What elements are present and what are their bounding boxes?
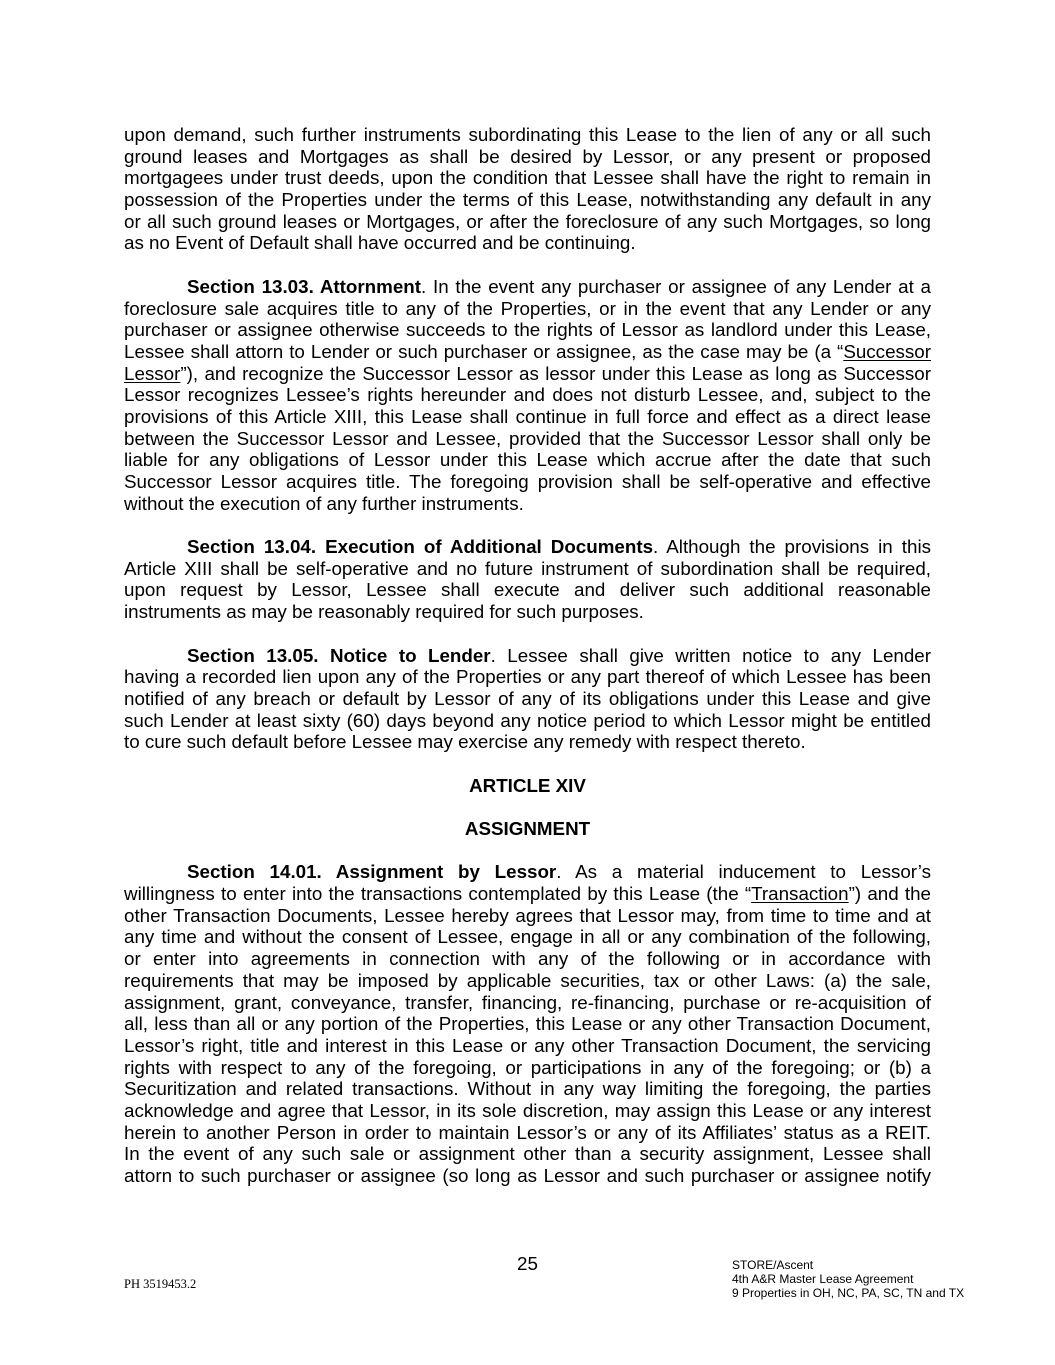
text-run: ”) and the [848, 883, 932, 905]
text-line [124, 1013, 931, 1035]
section-title: Section 14.01. Assignment by Lessor [187, 861, 557, 883]
text-line [124, 992, 931, 1014]
text-run: between the Successor Lessor and Lessee, provided that the Successor Lessor shall only be [124, 427, 931, 449]
text-run: liable for any obligations of Lessor under this Lease which accrue after the date that such [124, 449, 931, 471]
article-heading: ASSIGNMENT [464, 818, 591, 839]
text-line [124, 493, 931, 515]
text-run: other Transaction Documents, Lessee hereby agrees that Lessor may, from time to time and at [124, 904, 931, 926]
section-title: Section 13.04. Execution of Additional Documents [187, 536, 654, 558]
text-line [124, 428, 931, 450]
text-line [124, 601, 931, 623]
footer-info [732, 1258, 964, 1300]
text-run: all, less than all or any portion of the Properties, this Lease or any other Transaction Document, [124, 1013, 931, 1035]
text-line [124, 1100, 931, 1122]
defined-term: Lessor [124, 362, 181, 384]
text-run: any time and without the consent of Lessee, engage in all or any combination of the following, [124, 926, 931, 948]
text-line [124, 1143, 931, 1165]
text-line [124, 298, 931, 320]
text-line [124, 341, 931, 363]
text-line [124, 579, 931, 601]
text-run: without the execution of any further instruments. [124, 492, 524, 514]
footer-line: STORE/Ascent [732, 1258, 814, 1272]
text-run: upon request by Lessor, Lessee shall execute and deliver such additional reasonable [124, 579, 931, 601]
text-line [124, 146, 931, 168]
text-line [124, 1078, 931, 1100]
text-line [124, 276, 931, 298]
text-line [124, 731, 931, 753]
text-run: foreclosure sale acquires title to any of the Properties, or in the event that any Lender or any [124, 297, 931, 319]
defined-term: Transaction [751, 883, 849, 905]
text-run: assignment, grant, conveyance, transfer, financing, re-financing, purchase or re-acquisition of [124, 991, 931, 1013]
text-run: mortgagees under trust deeds, upon the condition that Lessee shall have the right to remain in [124, 167, 931, 189]
text-run: requirements that may be imposed by applicable securities, tax or other Laws: (a) the sale, [124, 969, 931, 991]
section-title: Section 13.03. Attornment [187, 275, 422, 297]
text-line [124, 905, 931, 927]
text-line [124, 710, 931, 732]
document-id: PH 3519453.2 [124, 1277, 197, 1291]
text-run: acknowledge and agree that Lessor, in its sole discretion, may assign this Lease or any interest [124, 1099, 931, 1121]
body-paragraph [124, 861, 931, 1186]
text-run: notified of any breach or default by Lessor of any of its obligations under this Lease and give [124, 687, 931, 709]
defined-term: Successor [843, 340, 931, 362]
text-line [124, 211, 931, 233]
text-line [124, 319, 931, 341]
text-run: purchaser or assignee otherwise succeeds to the rights of Lessor as landlord under this Lease, [124, 319, 931, 341]
text-run: Securitization and related transactions. Without in any way limiting the foregoing, the parties [124, 1078, 931, 1100]
text-run: rights with respect to any of the foregoing, or participations in any of the foregoing; or (b) a [124, 1056, 931, 1078]
text-line [124, 970, 931, 992]
text-line [124, 471, 931, 493]
text-line [124, 666, 931, 688]
text-run: Article XIII shall be self-operative and no future instrument of subordination shall be required, [124, 557, 931, 579]
text-run: . Lessee shall give written notice to any Lender [490, 644, 931, 666]
text-run: having a recorded lien upon any of the Properties or any part thereof of which Lessee has been [124, 666, 931, 688]
body-paragraph [124, 124, 931, 254]
text-line [124, 1122, 931, 1144]
text-run: as no Event of Default shall have occurred and be continuing. [124, 232, 636, 254]
page-number: 25 [517, 1253, 538, 1274]
text-run: Lessor recognizes Lessee’s rights hereunder and does not disturb Lessee, and, subject to the [124, 384, 931, 406]
text-run: . As a material inducement to Lessor’s [556, 861, 931, 883]
text-run: . Although the provisions in this [653, 536, 932, 558]
text-run: upon demand, such further instruments subordinating this Lease to the lien of any or all such [124, 124, 931, 145]
body-paragraph [124, 536, 931, 623]
text-line [124, 384, 931, 406]
text-run: In the event of any such sale or assignment other than a security assignment, Lessee shall [124, 1143, 931, 1165]
text-run: willingness to enter into the transactions contemplated by this Lease (the “ [124, 883, 752, 905]
text-run: or enter into agreements in connection with any of the following or in accordance with [124, 948, 931, 970]
body-paragraph [124, 645, 931, 753]
text-line [124, 688, 931, 710]
article-heading: ARTICLE XIV [469, 774, 586, 796]
text-line [124, 536, 931, 558]
text-line [124, 883, 931, 905]
footer-line: 9 Properties in OH, NC, PA, SC, TN and TX [732, 1286, 965, 1300]
text-run: attorn to such purchaser or assignee (so long as Lessor and such purchaser or assignee notify [124, 1165, 931, 1186]
text-run: ”), and recognize the Successor Lessor as lessor under this Lease as long as Successor [180, 362, 931, 384]
text-line [124, 558, 931, 580]
text-run: instruments as may be reasonably required for such purposes. [124, 601, 644, 623]
document-body [124, 124, 931, 1208]
text-run: such Lender at least sixty (60) days beyond any notice period to which Lessor might be entitled [124, 709, 931, 731]
text-line [124, 124, 931, 146]
text-line [124, 189, 931, 211]
text-run: herein to another Person in order to maintain Lessor’s or any of its Affiliates’ status as a REIT. [124, 1121, 931, 1143]
text-run: . In the event any purchaser or assignee of any Lender at a [421, 275, 931, 297]
text-line [124, 363, 931, 385]
text-run: provisions of this Article XIII, this Lease shall continue in full force and effect as a direct lease [124, 405, 931, 427]
section-title: Section 13.05. Notice to Lender [187, 644, 491, 666]
footer-line: 4th A&R Master Lease Agreement [732, 1272, 914, 1286]
text-run: Successor Lessor acquires title. The foregoing provision shall be self-operative and effective [124, 471, 931, 492]
text-line [124, 1165, 931, 1187]
text-run: to cure such default before Lessee may exercise any remedy with respect thereto. [124, 731, 806, 753]
text-line [124, 948, 931, 970]
body-paragraph [124, 276, 931, 515]
text-run: or all such ground leases or Mortgages, or after the foreclosure of any such Mortgages, so long [124, 210, 931, 232]
text-line [124, 926, 931, 948]
text-line [124, 406, 931, 428]
text-line [124, 167, 931, 189]
text-run: Lessee shall attorn to Lender or such purchaser or assignee, as the case may be (a “ [124, 340, 844, 362]
text-run: ground leases and Mortgages as shall be desired by Lessor, or any present or proposed [124, 145, 931, 167]
text-line [124, 1057, 931, 1079]
text-line [124, 645, 931, 667]
text-line [124, 449, 931, 471]
text-run: Lessor’s right, title and interest in this Lease or any other Transaction Document, the servicing [124, 1034, 931, 1056]
text-run: possession of the Properties under the terms of this Lease, notwithstanding any default in any [124, 189, 931, 211]
text-line [124, 861, 931, 883]
text-line [124, 232, 931, 254]
text-line [124, 1035, 931, 1057]
